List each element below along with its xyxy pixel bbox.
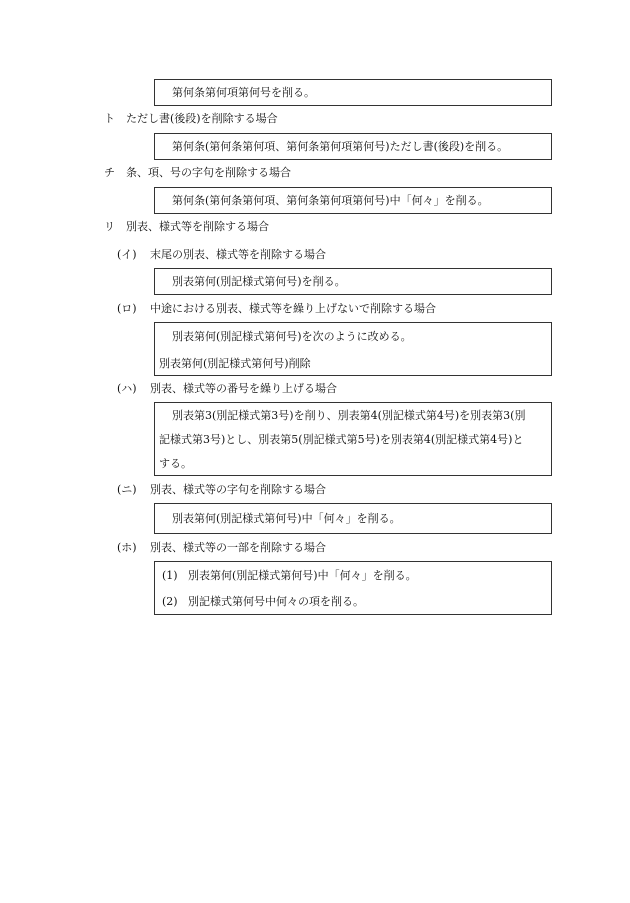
subsection-heading-ni: 別表、様式等の字句を削除する場合 bbox=[150, 483, 326, 496]
example-text: 別表第何(別記様式第何号)中「何々」を削る。 bbox=[172, 512, 401, 525]
example-box-3 bbox=[154, 187, 552, 214]
example-text-line-3: する。 bbox=[159, 457, 192, 470]
subsection-heading-ro: 中途における別表、様式等を繰り上げないで削除する場合 bbox=[150, 302, 436, 315]
example-box-i bbox=[154, 268, 552, 295]
example-text-line-2: 記様式第3号)とし、別表第5(別記様式第5号)を別表第4(別記様式第4号)と bbox=[159, 433, 524, 446]
example-text: 別表第何(別記様式第何号)を削る。 bbox=[172, 275, 346, 288]
section-heading-chi: 条、項、号の字句を削除する場合 bbox=[126, 166, 291, 179]
list-item-1: 別表第何(別記様式第何号)中「何々」を削る。 bbox=[188, 569, 417, 582]
section-heading-to: ただし書(後段)を削除する場合 bbox=[126, 112, 278, 125]
list-number-1: (1) bbox=[162, 569, 178, 582]
example-box-ro bbox=[154, 322, 552, 376]
subsection-marker-ha: (ハ) bbox=[117, 382, 137, 395]
example-text-line-2: 別表第何(別記様式第何号)削除 bbox=[159, 357, 311, 370]
example-box-ni bbox=[154, 503, 552, 534]
example-box-2 bbox=[154, 133, 552, 160]
example-text: 第何条(第何条第何項、第何条第何項第何号)ただし書(後段)を削る。 bbox=[172, 140, 509, 153]
example-box-ha bbox=[154, 402, 552, 476]
subsection-marker-ho: (ホ) bbox=[117, 541, 137, 554]
list-item-2: 別記様式第何号中何々の項を削る。 bbox=[188, 595, 364, 608]
example-text: 第何条第何項第何号を削る。 bbox=[172, 86, 315, 99]
example-text-line-1: 別表第3(別記様式第3号)を削り、別表第4(別記様式第4号)を別表第3(別 bbox=[172, 409, 526, 422]
subsection-marker-ni: (ニ) bbox=[117, 483, 137, 496]
section-heading-ri: 別表、様式等を削除する場合 bbox=[126, 220, 269, 233]
subsection-heading-i: 末尾の別表、様式等を削除する場合 bbox=[150, 248, 326, 261]
example-text-line-1: 別表第何(別記様式第何号)を次のように改める。 bbox=[172, 330, 412, 343]
subsection-marker-i: (イ) bbox=[117, 248, 137, 261]
subsection-heading-ho: 別表、様式等の一部を削除する場合 bbox=[150, 541, 326, 554]
subsection-heading-ha: 別表、様式等の番号を繰り上げる場合 bbox=[150, 382, 337, 395]
example-box-1 bbox=[154, 79, 552, 106]
section-marker-to: ト bbox=[104, 112, 115, 125]
list-number-2: (2) bbox=[162, 595, 178, 608]
example-box-ho bbox=[154, 561, 552, 615]
subsection-marker-ro: (ロ) bbox=[117, 302, 137, 315]
example-text: 第何条(第何条第何項、第何条第何項第何号)中「何々」を削る。 bbox=[172, 194, 489, 207]
section-marker-chi: チ bbox=[104, 166, 115, 179]
section-marker-ri: リ bbox=[104, 220, 115, 233]
